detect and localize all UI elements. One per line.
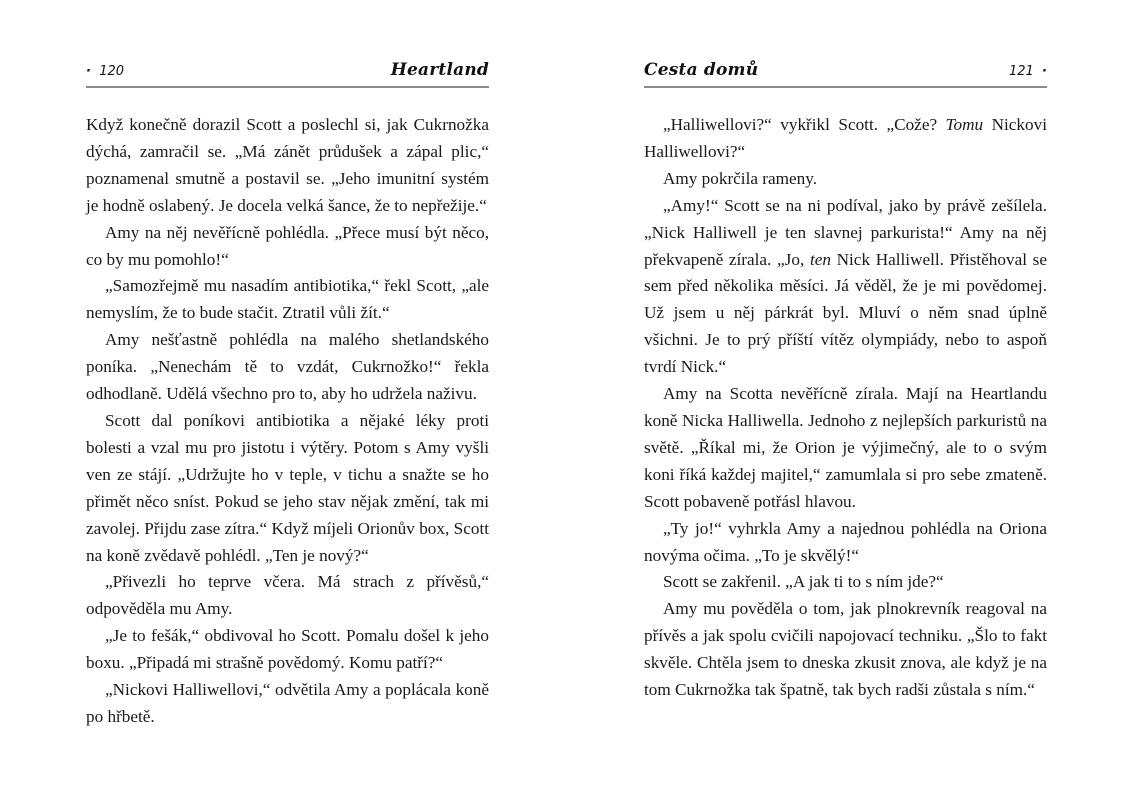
folio-dot: · [1042,64,1047,79]
emphasis: ten [809,249,831,269]
right-body-text [644,112,1047,704]
paragraph: Amy nešťastně pohlédla na malého shetlandského poníka. „Nenechám tě to vzdát, Cukrnožko!“ řekla odhodlaně. Udělá všechno pro to, aby ho udržela naživu. [86,330,489,404]
paragraph: Scott se zakřenil. „A jak ti to s ním jde?“ [663,572,944,592]
paragraph: Když konečně dorazil Scott a poslechl si, jak Cukrnožka dýchá, zamračil se. „Má zánět průdušek a zápal plic,“ poznamenal smutně a postavil se. „Jeho imunitní systém je hodně oslabený. Je docela velká šance, že to nepřežije.“ [86,115,489,215]
right-page-number [1009,64,1047,79]
right-running-head [644,60,1047,84]
paragraph: „Přivezli ho teprve včera. Má strach z přívěsů,“ odpověděla mu Amy. [86,572,489,619]
emphasis: Tomu [945,115,984,134]
left-body-text [86,112,489,731]
paragraph: „Nickovi Halliwellovi,“ odvětila Amy a poplácala koně po hřbetě. [86,680,489,726]
paragraph: Scott dal poníkovi antibiotika a nějaké léky proti bolesti a vzal mu pro jistotu i výtěry. Potom s Amy vyšli ven ze stájí. „Udržujte ho v teple, v tichu a snažte se ho přimět něco sníst. Pokud se jeho stav nějak změní, tak mi zavolej. Přijdu zase zítra.“ Když míjeli Orionův box, Scott na koně zvědavě pohlédl. „Ten je nový?“ [86,410,489,565]
left-running-head [86,60,489,84]
paragraph: Amy na něj nevěřícně pohlédla. „Přece musí být něco, co by mu pomohlo!“ [86,222,489,269]
folio-dot: · [86,64,91,79]
left-page-number-value: 120 [99,64,125,79]
paragraph: „Amy!“ Scott se na ni podíval, jako by právě zešílela. „Nick Halliwell je ten slavnej parkurista!“ Amy na něj překvapeně zírala. „Jo, ten Nick Halliwell. Přistěhoval se sem před několika měsíci. Já věděl, že je mi povědomej. Už jsem u něj párkrát byl. Mluví o něm snad úplně všichni. Je to prý příští vítěz olympiády, nebo to aspoň tvrdí Nick.“ [644,195,1047,377]
paragraph: „Samozřejmě mu nasadím antibiotika,“ řekl Scott, „ale nemyslím, že to bude stačit. Ztratil vůli žít.“ [86,276,489,323]
paragraph: Amy pokrčila rameny. [663,168,817,188]
paragraph: „Je to fešák,“ obdivoval ho Scott. Pomalu došel k jeho boxu. „Připadá mi strašně povědomý. Komu patří?“ [86,626,489,673]
right-page-number-value: 121 [1008,64,1034,79]
right-running-title: Cesta domů [644,60,759,80]
left-running-title: Heartland [390,60,489,80]
paragraph: „Halliwellovi?“ vykřikl Scott. „Cože? Tomu Nickovi Halliwellovi?“ [644,115,1047,161]
paragraph: Amy mu pověděla o tom, jak plnokrevník reagoval na přívěs a jak spolu cvičili napojovací techniku. „Šlo to fakt skvěle. Chtěla jsem to dneska zkusit znova, ale když je na tom Cukrnožka tak špatně, tak bych radši zůstala s ním.“ [644,599,1047,700]
right-header-rule [644,86,1047,88]
paragraph: Amy na Scotta nevěřícně zírala. Mají na Heartlandu koně Nicka Halliwella. Jednoho z nejlepších parkuristů na světě. „Říkal mi, že Orion je výjimečný, ale to o svým koni říká každej majitel,“ zamumlala si pro sebe zmateně. Scott pobaveně potřásl hlavou. [644,384,1047,511]
left-header-rule [86,86,489,88]
left-page-number [86,64,124,79]
paragraph: „Ty jo!“ vyhrkla Amy a najednou pohlédla na Oriona novýma očima. „To je skvělý!“ [644,518,1047,565]
